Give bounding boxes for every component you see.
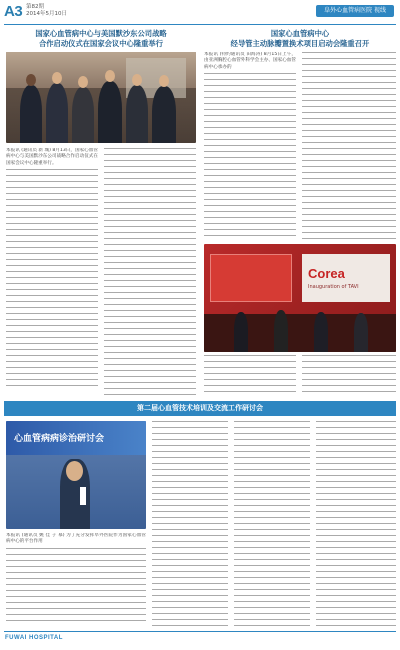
stage-screen-subtext: Inauguration of TAVI [308, 284, 359, 290]
section-tab: 阜外心血管病医院 视线 [316, 5, 394, 17]
article1-column1 [6, 148, 98, 398]
article1-title [6, 29, 196, 48]
footer-label: FUWAI HOSPITAL [5, 635, 63, 641]
article3-caption: 本报讯 (通讯员 姚 佳 子 慕) 为了充分发挥阜外医院作为国家心血管病中心的平台作用 [6, 533, 146, 545]
article1-lead: 本报讯 (通讯员 新 城) 8月13日，国家心血管病中心与美国默沙东公司战略合作启动仪式在国家会议中心隆重举行。 [6, 148, 98, 166]
article2-column2 [302, 52, 396, 242]
article2-title-line2: 经导管主动脉瓣置换术项目启动会隆重召开 [230, 38, 370, 48]
footer-divider [4, 631, 396, 632]
article1-body-lines-2 [104, 148, 196, 398]
page-number: A3 [4, 3, 23, 20]
stage-screen-text: Corea [308, 266, 345, 281]
article3-column2 [152, 421, 228, 628]
issue-info [26, 4, 67, 18]
issue-number: 第82期 [26, 4, 44, 10]
article2-photo [204, 244, 396, 352]
article1-column2 [104, 148, 196, 398]
article2-title-line1: 国家心血管病中心 [270, 29, 330, 38]
article3-column1 [6, 533, 146, 628]
article1-body-lines [6, 169, 98, 389]
article3-column3 [234, 421, 310, 628]
article2-body-lines-4 [302, 355, 396, 397]
issue-date: 2014年5月10日 [26, 11, 67, 17]
article2-body-lines-2 [302, 52, 396, 242]
article2-body-lines-3 [204, 355, 296, 397]
article3-body-lines-3 [234, 421, 310, 628]
article3-body-lines-4 [316, 421, 396, 628]
header-divider [4, 24, 396, 25]
article3-body-lines-2 [152, 421, 228, 628]
article2-body-lines [204, 73, 296, 238]
page-header [0, 0, 400, 24]
article2-column3 [204, 355, 296, 397]
article2-lead: 本报讯 (特约通讯员 田海涛) 8月15日上午，由亚洲胸腔心血管外科学会主办、国家心血管病中心承办的 [204, 52, 296, 70]
article2-column4 [302, 355, 396, 397]
article3-body-lines [6, 548, 146, 626]
article1-title-line2: 合作启动仪式在国家会议中心隆重举行 [38, 38, 164, 48]
article1-title-line1: 国家心血管病中心与美国默沙东公司战略 [35, 29, 167, 38]
article2-column1 [204, 52, 296, 242]
section-band-title: 第二届心血管技术培训及交流工作研讨会 [137, 404, 263, 412]
article2-title [204, 29, 396, 48]
article1-photo [6, 52, 196, 143]
article3-photo [6, 421, 146, 529]
banner-text: 心血管病病诊治研讨会 [14, 434, 105, 444]
article3-column4 [316, 421, 396, 628]
